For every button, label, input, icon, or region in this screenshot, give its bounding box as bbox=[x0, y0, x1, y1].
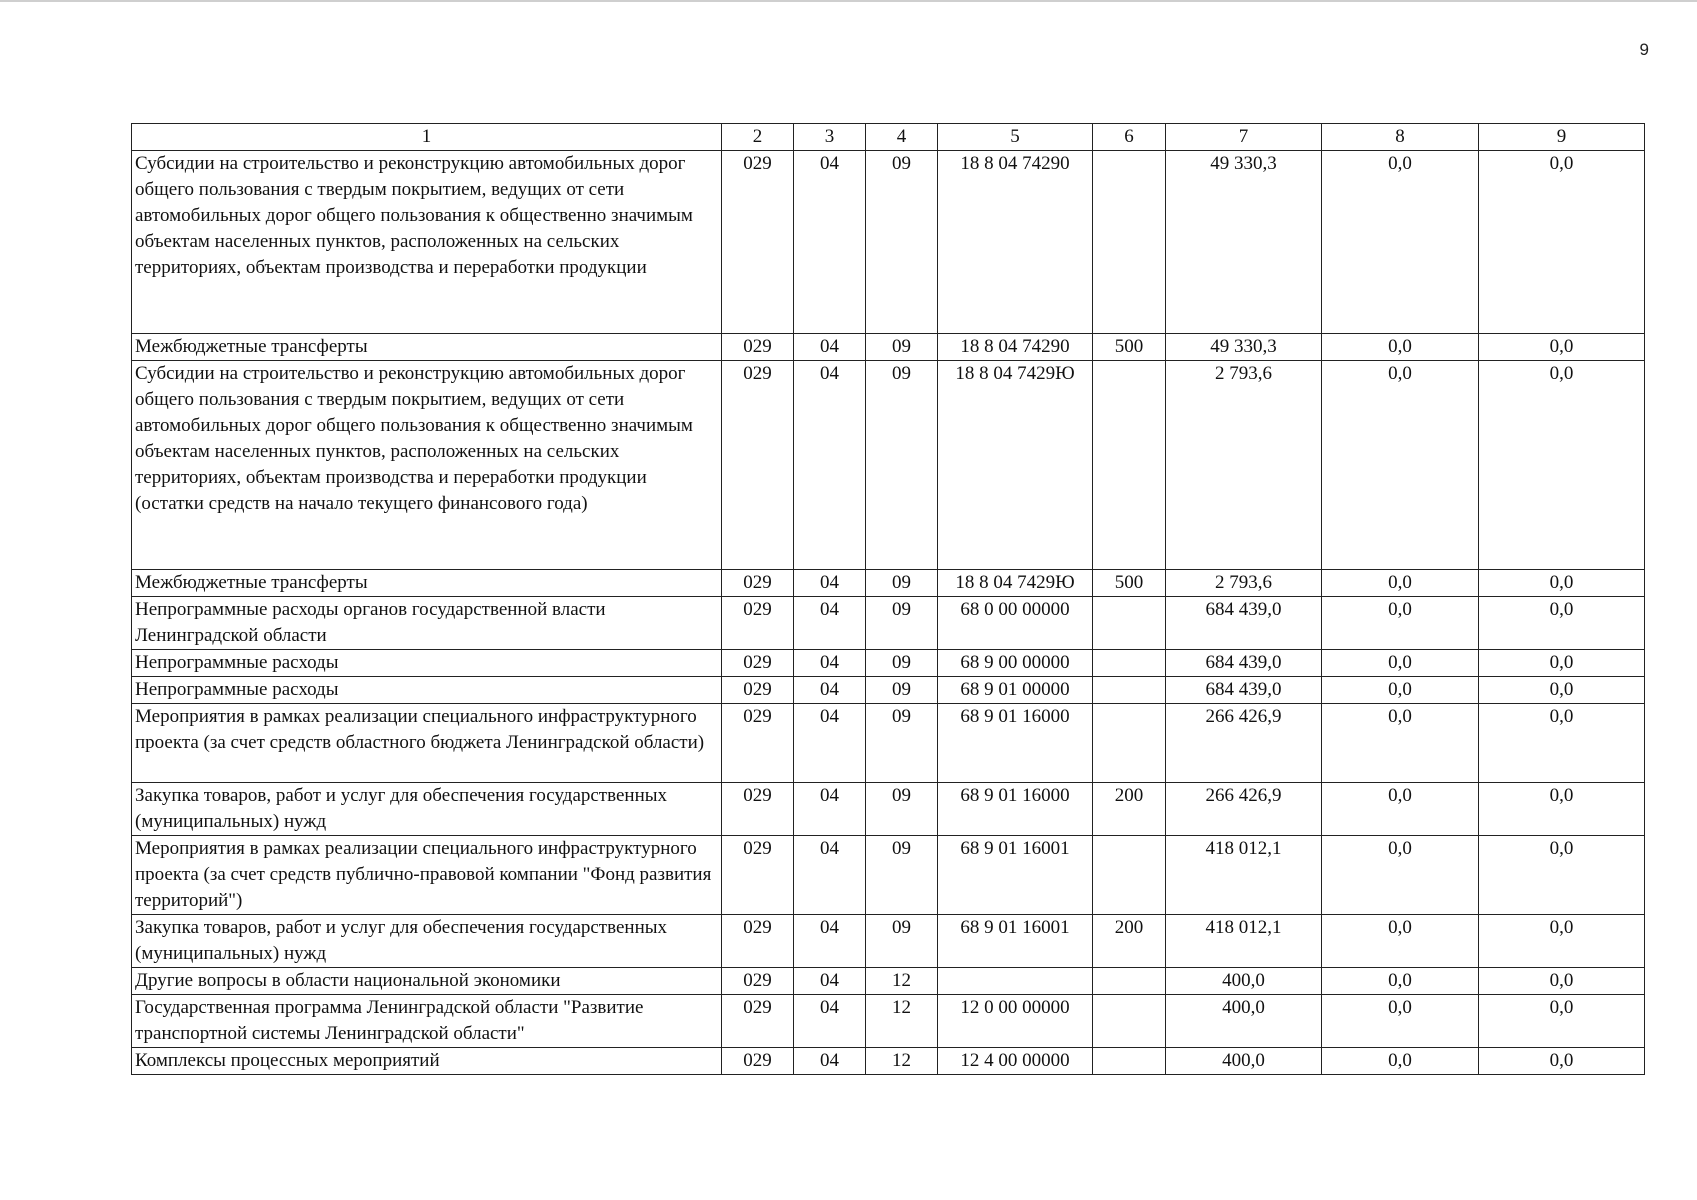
cell-amount-7: 684 439,0 bbox=[1166, 677, 1322, 704]
cell-amount-7: 2 793,6 bbox=[1166, 361, 1322, 570]
row-name: Мероприятия в рамках реализации специального инфраструктурного проекта (за счет средств областного бюджета Ленинградской области) bbox=[132, 704, 722, 783]
cell-amount-9: 0,0 bbox=[1479, 1048, 1645, 1075]
cell-target-article: 18 8 04 7429Ю bbox=[938, 570, 1093, 597]
cell-expense-type bbox=[1093, 968, 1166, 995]
table-row bbox=[132, 836, 1645, 915]
row-name: Субсидии на строительство и реконструкцию автомобильных дорог общего пользования с твердым покрытием, ведущих от сети автомобильных дорог общего пользования к общественно значимым объектам населенных пунктов, расположенных на сельских территориях, объектам производства и переработки продукции bbox=[132, 151, 722, 334]
table-row bbox=[132, 151, 1645, 334]
table-row bbox=[132, 570, 1645, 597]
header-row bbox=[132, 124, 1645, 151]
table-row bbox=[132, 361, 1645, 570]
table-row bbox=[132, 650, 1645, 677]
cell-ministry: 029 bbox=[722, 783, 794, 836]
budget-table bbox=[131, 123, 1645, 1075]
cell-amount-9: 0,0 bbox=[1479, 968, 1645, 995]
cell-amount-9: 0,0 bbox=[1479, 361, 1645, 570]
cell-target-article: 68 9 01 16000 bbox=[938, 783, 1093, 836]
table-row bbox=[132, 783, 1645, 836]
cell-section: 04 bbox=[794, 597, 866, 650]
col-header-4: 4 bbox=[866, 124, 938, 151]
row-name: Закупка товаров, работ и услуг для обеспечения государственных (муниципальных) нужд bbox=[132, 783, 722, 836]
cell-subsection: 09 bbox=[866, 334, 938, 361]
cell-section: 04 bbox=[794, 151, 866, 334]
cell-expense-type bbox=[1093, 151, 1166, 334]
cell-ministry: 029 bbox=[722, 597, 794, 650]
cell-target-article: 68 9 00 00000 bbox=[938, 650, 1093, 677]
cell-subsection: 09 bbox=[866, 704, 938, 783]
cell-subsection: 09 bbox=[866, 570, 938, 597]
cell-section: 04 bbox=[794, 570, 866, 597]
cell-expense-type: 500 bbox=[1093, 334, 1166, 361]
cell-target-article: 18 8 04 7429Ю bbox=[938, 361, 1093, 570]
cell-amount-8: 0,0 bbox=[1322, 995, 1479, 1048]
cell-amount-9: 0,0 bbox=[1479, 151, 1645, 334]
col-header-5: 5 bbox=[938, 124, 1093, 151]
cell-section: 04 bbox=[794, 995, 866, 1048]
row-name: Непрограммные расходы органов государственной власти Ленинградской области bbox=[132, 597, 722, 650]
col-header-1: 1 bbox=[132, 124, 722, 151]
cell-target-article: 18 8 04 74290 bbox=[938, 334, 1093, 361]
table-row bbox=[132, 597, 1645, 650]
cell-amount-7: 400,0 bbox=[1166, 1048, 1322, 1075]
cell-ministry: 029 bbox=[722, 151, 794, 334]
cell-amount-9: 0,0 bbox=[1479, 570, 1645, 597]
row-name: Непрограммные расходы bbox=[132, 650, 722, 677]
cell-subsection: 12 bbox=[866, 1048, 938, 1075]
cell-section: 04 bbox=[794, 783, 866, 836]
cell-target-article: 68 9 01 00000 bbox=[938, 677, 1093, 704]
cell-expense-type: 200 bbox=[1093, 783, 1166, 836]
col-header-8: 8 bbox=[1322, 124, 1479, 151]
row-name: Межбюджетные трансферты bbox=[132, 334, 722, 361]
cell-amount-7: 400,0 bbox=[1166, 968, 1322, 995]
cell-amount-8: 0,0 bbox=[1322, 597, 1479, 650]
col-header-7: 7 bbox=[1166, 124, 1322, 151]
col-header-3: 3 bbox=[794, 124, 866, 151]
cell-section: 04 bbox=[794, 361, 866, 570]
row-name: Субсидии на строительство и реконструкцию автомобильных дорог общего пользования с твердым покрытием, ведущих от сети автомобильных дорог общего пользования к общественно значимым объектам населенных пунктов, расположенных на сельских территориях, объектам производства и переработки продукции (остатки средств на начало текущего финансового года) bbox=[132, 361, 722, 570]
col-header-2: 2 bbox=[722, 124, 794, 151]
cell-section: 04 bbox=[794, 915, 866, 968]
cell-amount-7: 266 426,9 bbox=[1166, 783, 1322, 836]
cell-amount-9: 0,0 bbox=[1479, 677, 1645, 704]
cell-ministry: 029 bbox=[722, 570, 794, 597]
cell-target-article: 68 9 01 16001 bbox=[938, 836, 1093, 915]
cell-ministry: 029 bbox=[722, 1048, 794, 1075]
page-number: 9 bbox=[1639, 40, 1649, 59]
row-name: Межбюджетные трансферты bbox=[132, 570, 722, 597]
cell-section: 04 bbox=[794, 704, 866, 783]
cell-section: 04 bbox=[794, 650, 866, 677]
cell-ministry: 029 bbox=[722, 334, 794, 361]
cell-amount-7: 418 012,1 bbox=[1166, 836, 1322, 915]
cell-section: 04 bbox=[794, 1048, 866, 1075]
cell-ministry: 029 bbox=[722, 704, 794, 783]
cell-amount-7: 266 426,9 bbox=[1166, 704, 1322, 783]
cell-target-article: 68 9 01 16001 bbox=[938, 915, 1093, 968]
cell-target-article: 68 9 01 16000 bbox=[938, 704, 1093, 783]
cell-amount-8: 0,0 bbox=[1322, 915, 1479, 968]
cell-target-article bbox=[938, 968, 1093, 995]
cell-ministry: 029 bbox=[722, 836, 794, 915]
cell-amount-8: 0,0 bbox=[1322, 361, 1479, 570]
cell-subsection: 09 bbox=[866, 677, 938, 704]
cell-expense-type bbox=[1093, 361, 1166, 570]
cell-subsection: 09 bbox=[866, 783, 938, 836]
cell-target-article: 12 0 00 00000 bbox=[938, 995, 1093, 1048]
cell-ministry: 029 bbox=[722, 650, 794, 677]
col-header-9: 9 bbox=[1479, 124, 1645, 151]
cell-amount-7: 2 793,6 bbox=[1166, 570, 1322, 597]
row-name: Непрограммные расходы bbox=[132, 677, 722, 704]
cell-amount-7: 400,0 bbox=[1166, 995, 1322, 1048]
cell-amount-9: 0,0 bbox=[1479, 704, 1645, 783]
cell-subsection: 12 bbox=[866, 968, 938, 995]
cell-amount-8: 0,0 bbox=[1322, 151, 1479, 334]
cell-ministry: 029 bbox=[722, 361, 794, 570]
row-name: Государственная программа Ленинградской области "Развитие транспортной системы Ленинградской области" bbox=[132, 995, 722, 1048]
row-name: Другие вопросы в области национальной экономики bbox=[132, 968, 722, 995]
cell-amount-9: 0,0 bbox=[1479, 334, 1645, 361]
cell-amount-8: 0,0 bbox=[1322, 677, 1479, 704]
cell-target-article: 18 8 04 74290 bbox=[938, 151, 1093, 334]
table-row bbox=[132, 334, 1645, 361]
cell-amount-7: 684 439,0 bbox=[1166, 597, 1322, 650]
cell-subsection: 09 bbox=[866, 915, 938, 968]
cell-amount-9: 0,0 bbox=[1479, 836, 1645, 915]
cell-expense-type: 500 bbox=[1093, 570, 1166, 597]
cell-amount-8: 0,0 bbox=[1322, 783, 1479, 836]
cell-subsection: 12 bbox=[866, 995, 938, 1048]
cell-amount-8: 0,0 bbox=[1322, 1048, 1479, 1075]
table-row bbox=[132, 704, 1645, 783]
cell-subsection: 09 bbox=[866, 836, 938, 915]
cell-expense-type bbox=[1093, 597, 1166, 650]
cell-expense-type bbox=[1093, 650, 1166, 677]
cell-subsection: 09 bbox=[866, 597, 938, 650]
cell-expense-type bbox=[1093, 836, 1166, 915]
table-row bbox=[132, 1048, 1645, 1075]
cell-expense-type bbox=[1093, 677, 1166, 704]
cell-expense-type bbox=[1093, 995, 1166, 1048]
page-top-edge bbox=[0, 0, 1697, 2]
cell-amount-9: 0,0 bbox=[1479, 650, 1645, 677]
cell-subsection: 09 bbox=[866, 650, 938, 677]
cell-amount-7: 684 439,0 bbox=[1166, 650, 1322, 677]
cell-subsection: 09 bbox=[866, 361, 938, 570]
cell-amount-9: 0,0 bbox=[1479, 995, 1645, 1048]
cell-section: 04 bbox=[794, 836, 866, 915]
cell-ministry: 029 bbox=[722, 995, 794, 1048]
row-name: Комплексы процессных мероприятий bbox=[132, 1048, 722, 1075]
cell-ministry: 029 bbox=[722, 968, 794, 995]
cell-amount-9: 0,0 bbox=[1479, 597, 1645, 650]
table-row bbox=[132, 968, 1645, 995]
cell-amount-7: 49 330,3 bbox=[1166, 151, 1322, 334]
row-name: Мероприятия в рамках реализации специального инфраструктурного проекта (за счет средств публично-правовой компании "Фонд развития территорий") bbox=[132, 836, 722, 915]
row-name: Закупка товаров, работ и услуг для обеспечения государственных (муниципальных) нужд bbox=[132, 915, 722, 968]
cell-amount-9: 0,0 bbox=[1479, 783, 1645, 836]
cell-amount-8: 0,0 bbox=[1322, 704, 1479, 783]
cell-subsection: 09 bbox=[866, 151, 938, 334]
cell-amount-7: 418 012,1 bbox=[1166, 915, 1322, 968]
cell-target-article: 68 0 00 00000 bbox=[938, 597, 1093, 650]
cell-expense-type: 200 bbox=[1093, 915, 1166, 968]
cell-target-article: 12 4 00 00000 bbox=[938, 1048, 1093, 1075]
table-row bbox=[132, 677, 1645, 704]
cell-amount-7: 49 330,3 bbox=[1166, 334, 1322, 361]
cell-amount-8: 0,0 bbox=[1322, 570, 1479, 597]
cell-amount-8: 0,0 bbox=[1322, 650, 1479, 677]
cell-section: 04 bbox=[794, 677, 866, 704]
table-row bbox=[132, 915, 1645, 968]
table-row bbox=[132, 995, 1645, 1048]
cell-section: 04 bbox=[794, 334, 866, 361]
cell-amount-9: 0,0 bbox=[1479, 915, 1645, 968]
col-header-6: 6 bbox=[1093, 124, 1166, 151]
cell-amount-8: 0,0 bbox=[1322, 334, 1479, 361]
cell-amount-8: 0,0 bbox=[1322, 836, 1479, 915]
cell-amount-8: 0,0 bbox=[1322, 968, 1479, 995]
cell-expense-type bbox=[1093, 704, 1166, 783]
cell-section: 04 bbox=[794, 968, 866, 995]
cell-expense-type bbox=[1093, 1048, 1166, 1075]
cell-ministry: 029 bbox=[722, 677, 794, 704]
cell-ministry: 029 bbox=[722, 915, 794, 968]
